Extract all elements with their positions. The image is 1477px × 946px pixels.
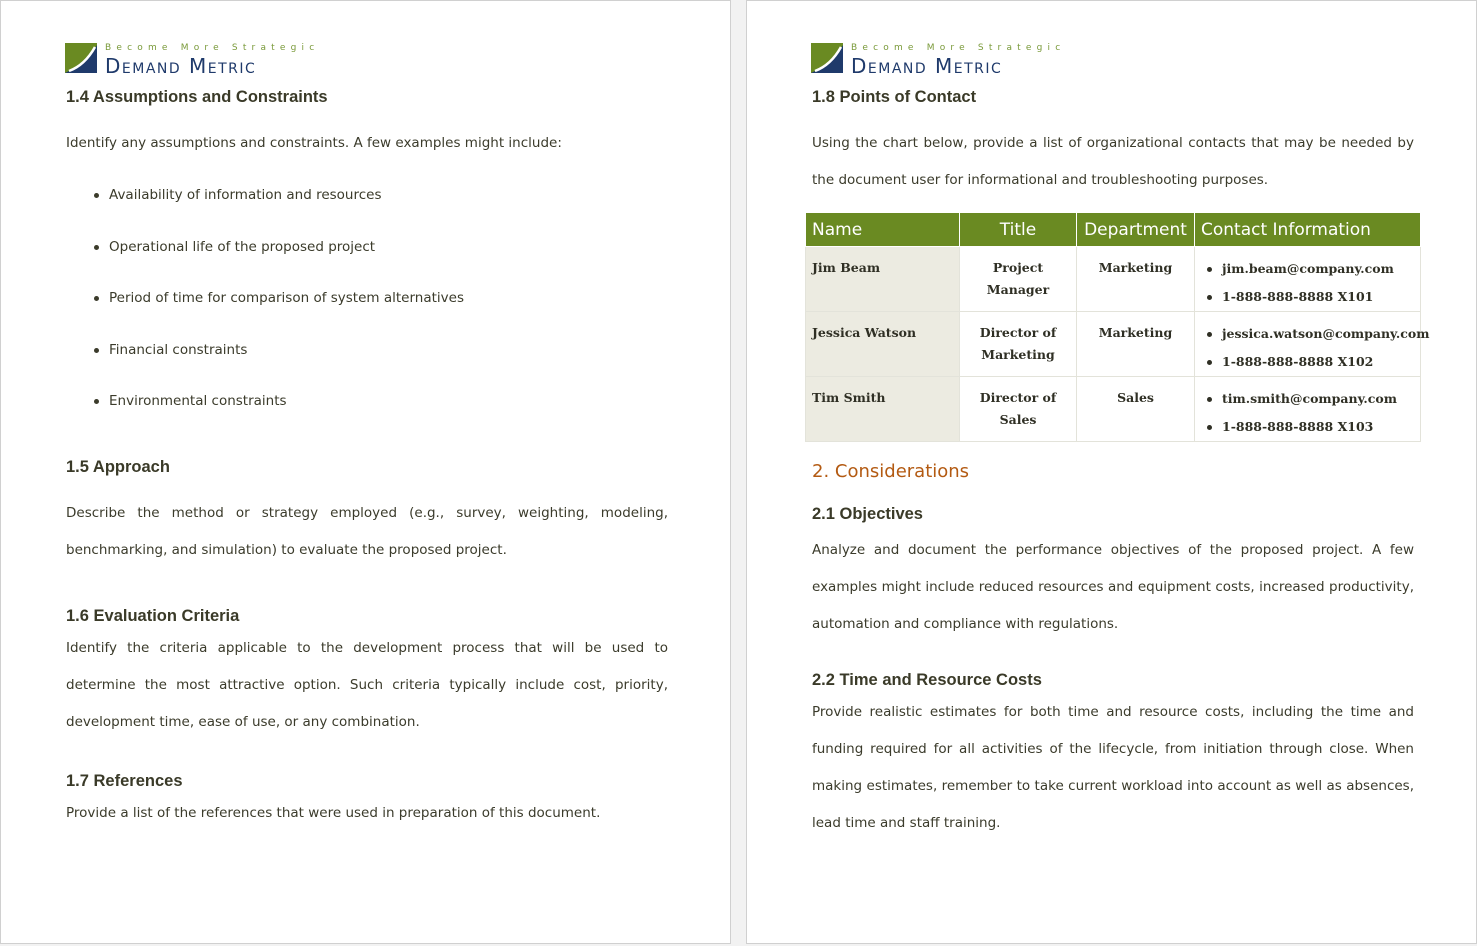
contact-email: jessica.watson@company.com: [1201, 320, 1414, 348]
contact-name: Jessica Watson: [806, 312, 960, 377]
document-page-right: [746, 0, 1477, 944]
logo-wordmark: Demand Metric: [105, 54, 257, 78]
logo-mark-icon: [65, 43, 97, 73]
points-of-contact-table: [805, 212, 1430, 442]
section-2-2-body: Provide realistic estimates for both time and resource costs, including the time and funding required for all activities of the lifecycle, from initiation through close. When making estimates, remember to take current workload into account as well as absences, lead time and staff training.: [812, 704, 1414, 831]
logo-wordmark: Demand Metric: [851, 54, 1003, 78]
table-row: [806, 377, 1421, 442]
logo-tagline: Become More Strategic: [851, 43, 1066, 53]
contact-name: Tim Smith: [806, 377, 960, 442]
section-heading-2-1: 2.1 Objectives: [812, 505, 923, 523]
contact-info: [1195, 247, 1421, 312]
section-heading-2-2: 2.2 Time and Resource Costs: [812, 671, 1042, 689]
section-1-7-body: Provide a list of the references that were used in preparation of this document.: [66, 805, 601, 821]
column-header-department: Department: [1077, 213, 1195, 247]
section-heading-1-6: 1.6 Evaluation Criteria: [66, 607, 240, 625]
list-item: Environmental constraints: [94, 391, 654, 443]
chapter-heading-considerations: 2. Considerations: [812, 461, 970, 482]
contact-department: Marketing: [1077, 312, 1195, 377]
company-logo: [65, 43, 355, 77]
section-heading-1-5: 1.5 Approach: [66, 458, 170, 476]
section-2-1-body: Analyze and document the performance objectives of the proposed project. A few examples might include reduced resources and equipment costs, increased productivity, automation and compliance with regulations.: [812, 542, 1414, 632]
contact-phone: 1-888-888-8888 X101: [1201, 283, 1414, 311]
list-item: Financial constraints: [94, 340, 654, 392]
contact-phone: 1-888-888-8888 X102: [1201, 348, 1414, 376]
table-header-row: [806, 213, 1421, 247]
section-heading-1-4: 1.4 Assumptions and Constraints: [66, 88, 328, 106]
table-row: [806, 312, 1421, 377]
assumptions-list: [94, 185, 654, 443]
section-1-5-body: Describe the method or strategy employed (e.g., survey, weighting, modeling, benchmarking, and simulation) to evaluate the proposed project.: [66, 505, 668, 558]
contact-info: [1195, 377, 1421, 442]
contact-department: Sales: [1077, 377, 1195, 442]
contact-name: Jim Beam: [806, 247, 960, 312]
table-row: [806, 247, 1421, 312]
contact-phone: 1-888-888-8888 X103: [1201, 413, 1414, 441]
column-header-name: Name: [806, 213, 960, 247]
list-item: Operational life of the proposed project: [94, 237, 654, 289]
document-page-left: [0, 0, 731, 944]
section-1-6-body: Identify the criteria applicable to the development process that will be used to determine the most attractive option. Such criteria typically include cost, priority, development time, ease of use, or any combination.: [66, 640, 668, 730]
contact-department: Marketing: [1077, 247, 1195, 312]
contact-email: jim.beam@company.com: [1201, 255, 1414, 283]
column-header-title: Title: [960, 213, 1077, 247]
list-item: Period of time for comparison of system alternatives: [94, 288, 654, 340]
section-heading-1-7: 1.7 References: [66, 772, 183, 790]
contact-title: Director of Sales: [960, 377, 1077, 442]
contact-email: tim.smith@company.com: [1201, 385, 1414, 413]
company-logo: [811, 43, 1101, 77]
contact-title: Project Manager: [960, 247, 1077, 312]
section-1-4-intro: Identify any assumptions and constraints. A few examples might include:: [66, 135, 562, 151]
logo-mark-icon: [811, 43, 843, 73]
column-header-contact-information: Contact Information: [1195, 213, 1421, 247]
contact-title: Director of Marketing: [960, 312, 1077, 377]
section-1-8-body: Using the chart below, provide a list of organizational contacts that may be needed by the document user for informational and troubleshooting purposes.: [812, 135, 1414, 188]
logo-tagline: Become More Strategic: [105, 43, 320, 53]
section-heading-1-8: 1.8 Points of Contact: [812, 88, 977, 106]
contact-info: [1195, 312, 1430, 377]
list-item: Availability of information and resources: [94, 185, 654, 237]
